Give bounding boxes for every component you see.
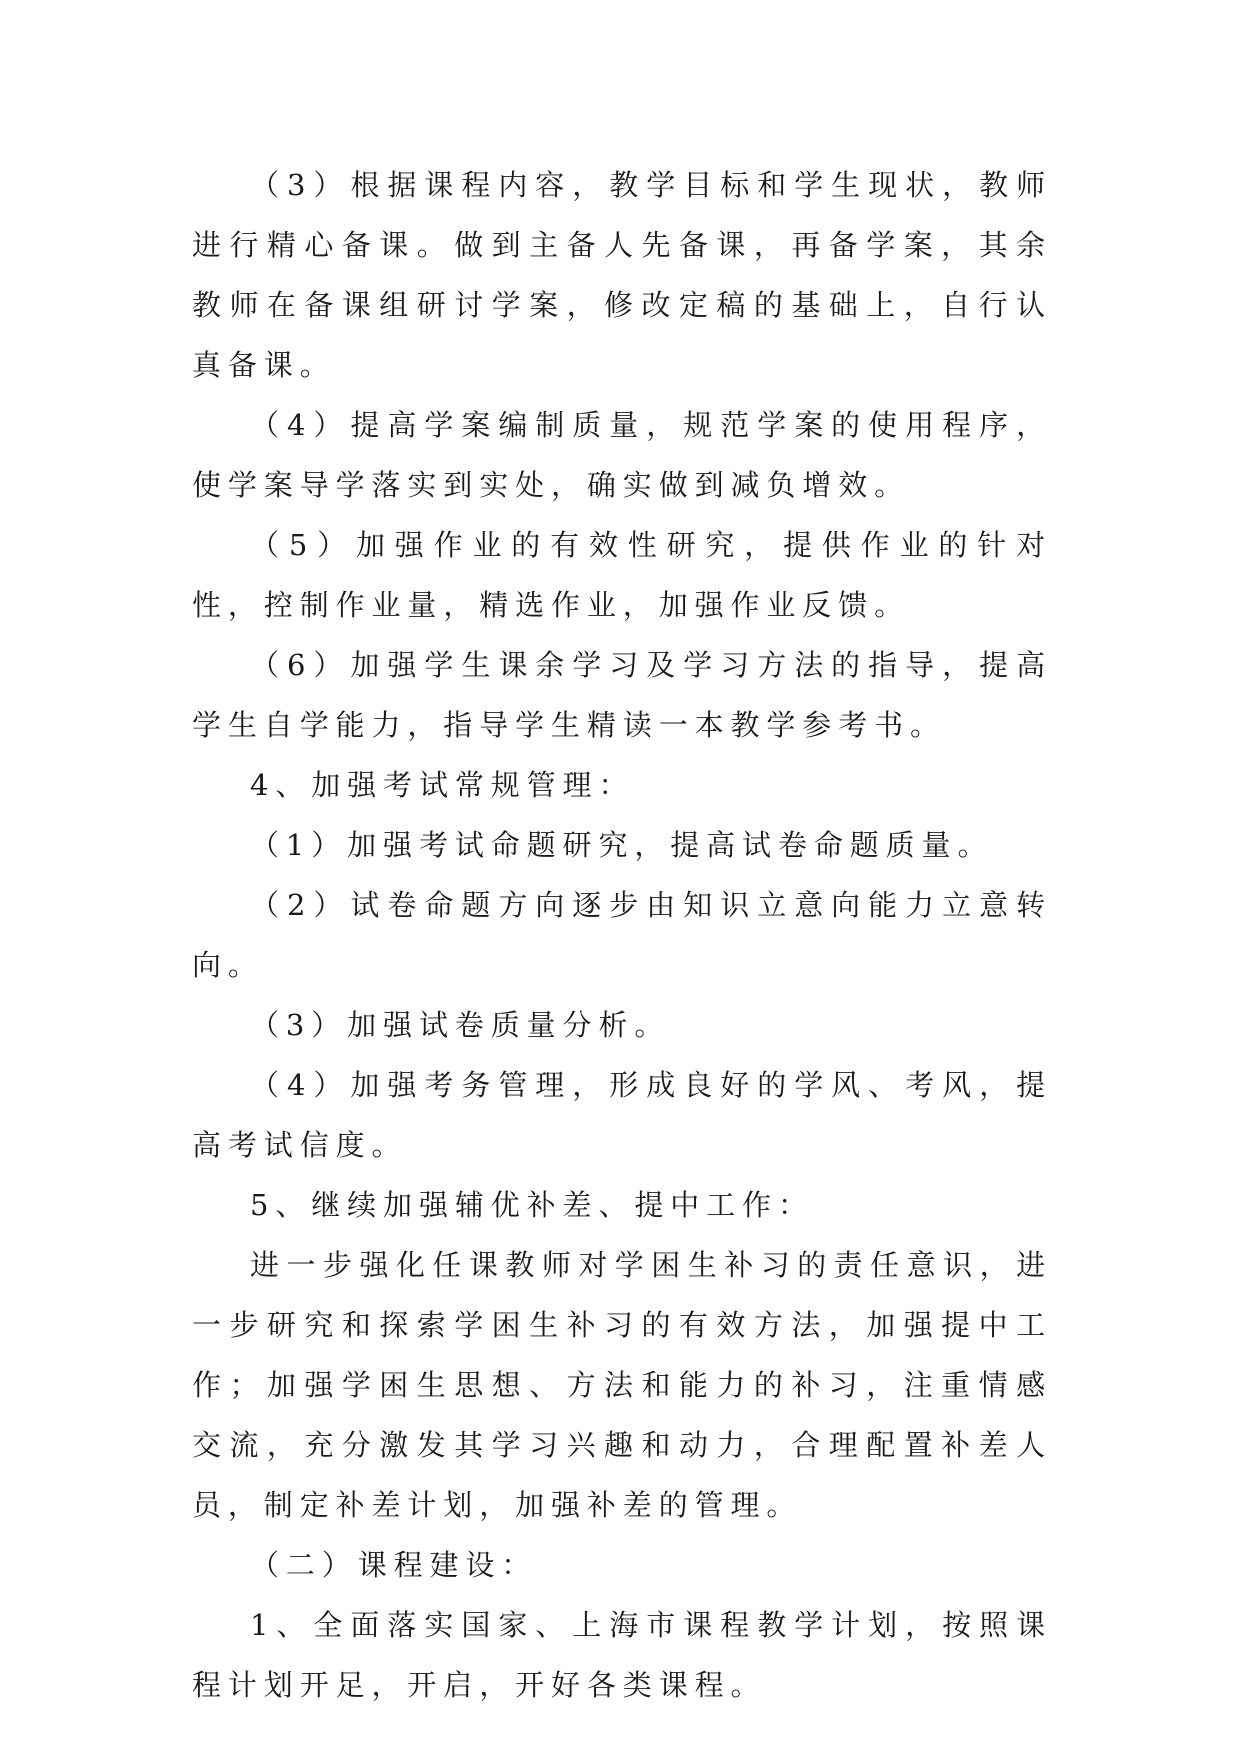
paragraph-5-homework-research: （5）加强作业的有效性研究，提供作业的针对性，控制作业量，精选作业，加强作业反馈。 [192, 528, 1052, 622]
paragraph-exam-3: （3）加强试卷质量分析。 [250, 1008, 671, 1042]
section-heading-curriculum: （二）课程建设： [250, 1548, 538, 1582]
paragraph-curriculum-1: 1、全面落实国家、上海市课程教学计划，按照课程计划开足，开启，开好各类课程。 [192, 1608, 1052, 1702]
paragraph-3-lesson-prep: （3）根据课程内容，教学目标和学生现状，教师进行精心备课。做到主备人先备课，再备学案，其余教师在备课组研讨学案，修改定稿的基础上，自行认真备课。 [192, 168, 1052, 382]
section-heading-tutoring: 5、继续加强辅优补差、提中工作： [250, 1188, 814, 1222]
section-heading-exam-management: 4、加强考试常规管理： [250, 768, 635, 802]
paragraph-exam-4: （4）加强考务管理，形成良好的学风、考风，提高考试信度。 [192, 1068, 1052, 1162]
paragraph-exam-2: （2）试卷命题方向逐步由知识立意向能力立意转向。 [192, 888, 1052, 982]
paragraph-tutoring-detail: 进一步强化任课教师对学困生补习的责任意识，进一步研究和探索学困生补习的有效方法，加强提中工作；加强学困生思想、方法和能力的补习，注重情感交流，充分激发其学习兴趣和动力，合理配置补差人员，制定补差计划，加强补差的管理。 [192, 1248, 1052, 1522]
paragraph-4-study-plan-quality: （4）提高学案编制质量，规范学案的使用程序，使学案导学落实到实处，确实做到减负增效。 [192, 408, 1052, 502]
document-body [192, 155, 1052, 1715]
paragraph-exam-1: （1）加强考试命题研究，提高试卷命题质量。 [250, 828, 994, 862]
paragraph-6-study-method-guidance: （6）加强学生课余学习及学习方法的指导，提高学生自学能力，指导学生精读一本教学参考书。 [192, 648, 1052, 742]
